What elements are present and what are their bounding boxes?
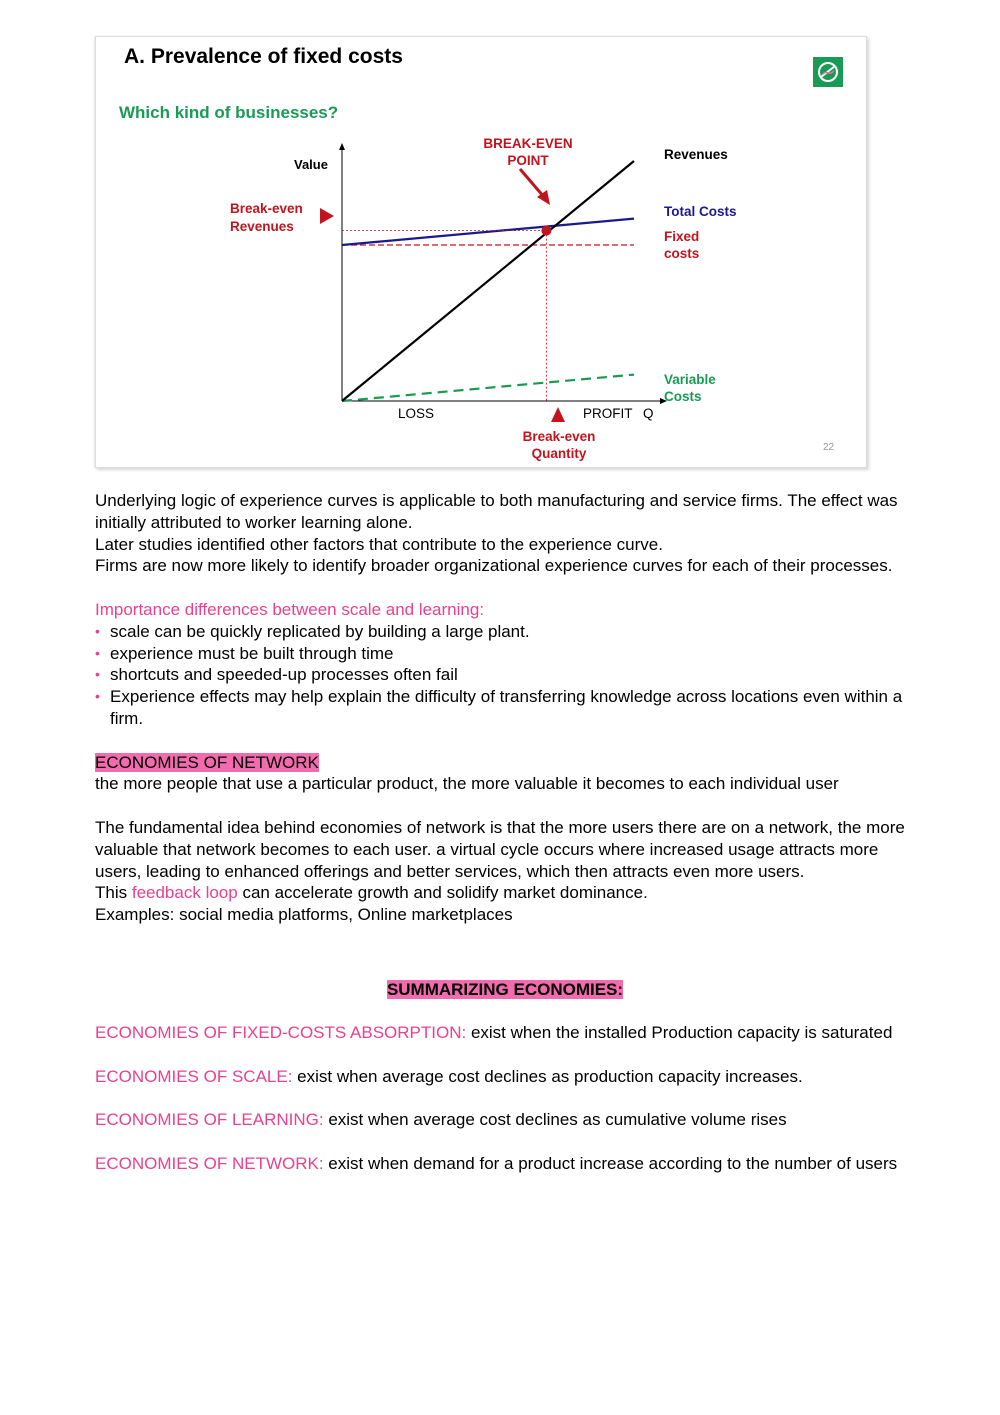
revenues-series-label: Revenues	[664, 147, 728, 162]
y-axis-label: Value	[294, 157, 328, 172]
break-even-chart	[96, 37, 866, 467]
examples-paragraph: Examples: social media platforms, Online marketplaces	[95, 905, 513, 925]
variable-costs-series-line	[342, 375, 634, 401]
bullet-icon: •	[95, 622, 100, 639]
slide-subtitle: Which kind of businesses?	[119, 103, 339, 122]
break-even-quantity-label-1: Break-even	[522, 429, 596, 444]
y-axis-arrow	[339, 143, 345, 150]
list-item: • Experience effects may help explain the difficulty of transferring knowledge across locations even within a firm.	[95, 687, 903, 728]
slide-title: A. Prevalence of fixed costs	[124, 45, 403, 68]
summary-heading: SUMMARIZING ECONOMIES:	[386, 979, 624, 999]
summary-fixed-costs: ECONOMIES OF FIXED-COSTS ABSORPTION: exist when the installed Production capacity is saturated	[95, 1023, 893, 1043]
slide-page-number: 22	[823, 442, 835, 453]
bullet-icon: •	[95, 644, 100, 661]
fixed-costs-series-label-2: costs	[664, 246, 700, 261]
break-even-pointer-arrow	[520, 169, 544, 197]
network-definition: the more people that use a particular product, the more valuable it becomes to each individual user	[95, 774, 839, 794]
slide-figure	[95, 36, 867, 468]
x-axis-label: Q	[643, 406, 654, 421]
feedback-loop-term: feedback loop	[131, 883, 238, 903]
network-explanation: The fundamental idea behind economies of network is that the more users there are on a network, the more valuable that network becomes to each user. a virtual cycle occurs where increased usage attracts more users, leading to enhanced offerings and better services, which then attracts even more users.	[95, 817, 905, 881]
paragraph-experience-logic: Underlying logic of experience curves is applicable to both manufacturing and service firms. The effect was initially attributed to worker learning alone.	[95, 491, 898, 532]
summary-term: ECONOMIES OF FIXED-COSTS ABSORPTION:	[95, 1023, 467, 1043]
summary-term: ECONOMIES OF LEARNING:	[95, 1110, 324, 1130]
loss-label: LOSS	[398, 406, 435, 421]
variable-costs-series-label-1: Variable	[664, 372, 716, 387]
break-even-revenues-label-1: Break-even	[230, 201, 303, 216]
summary-heading-line	[95, 979, 915, 1001]
break-even-point-marker	[541, 226, 551, 236]
break-even-quantity-label-2: Quantity	[531, 446, 587, 461]
network-heading: ECONOMIES OF NETWORK	[95, 752, 319, 772]
feedback-loop-paragraph: This feedback loop can accelerate growth and solidify market dominance.	[95, 883, 648, 903]
summary-term: ECONOMIES OF NETWORK:	[95, 1153, 324, 1173]
list-item: • scale can be quickly replicated by building a large plant.	[95, 621, 530, 641]
profit-label: PROFIT	[583, 406, 633, 421]
fixed-costs-series-label-1: Fixed	[664, 229, 700, 244]
revenues-series-line	[342, 161, 634, 401]
summary-term: ECONOMIES OF SCALE:	[95, 1066, 293, 1086]
total-costs-series-label: Total Costs	[664, 204, 737, 219]
body-text	[95, 490, 915, 1175]
bullet-icon: •	[95, 688, 100, 705]
total-costs-series-line	[342, 219, 634, 245]
summary-scale: ECONOMIES OF SCALE: exist when average cost declines as production capacity increases.	[95, 1066, 803, 1086]
bullet-icon: •	[95, 666, 100, 683]
paragraph-organizational-curves: Firms are now more likely to identify broader organizational experience curves for each of their processes.	[95, 556, 893, 576]
variable-costs-series-label-2: Costs	[664, 389, 702, 404]
summary-network: ECONOMIES OF NETWORK: exist when demand for a product increase according to the number of users	[95, 1153, 898, 1173]
break-even-point-label-2: POINT	[507, 153, 549, 168]
break-even-revenues-label-2: Revenues	[230, 219, 294, 234]
network-heading-line	[95, 752, 915, 774]
list-item: • shortcuts and speeded-up processes often fail	[95, 665, 458, 685]
list-item: • experience must be built through time	[95, 643, 394, 663]
break-even-quantity-triangle-icon	[551, 407, 565, 422]
importance-list	[95, 621, 915, 730]
break-even-revenues-triangle-icon	[320, 208, 334, 224]
green-badge-icon	[813, 57, 843, 87]
summary-learning: ECONOMIES OF LEARNING: exist when average cost declines as cumulative volume rises	[95, 1110, 787, 1130]
paragraph-later-studies: Later studies identified other factors that contribute to the experience curve.	[95, 534, 663, 554]
importance-heading: Importance differences between scale and learning:	[95, 599, 485, 619]
break-even-point-label-1: BREAK-EVEN	[483, 136, 573, 151]
